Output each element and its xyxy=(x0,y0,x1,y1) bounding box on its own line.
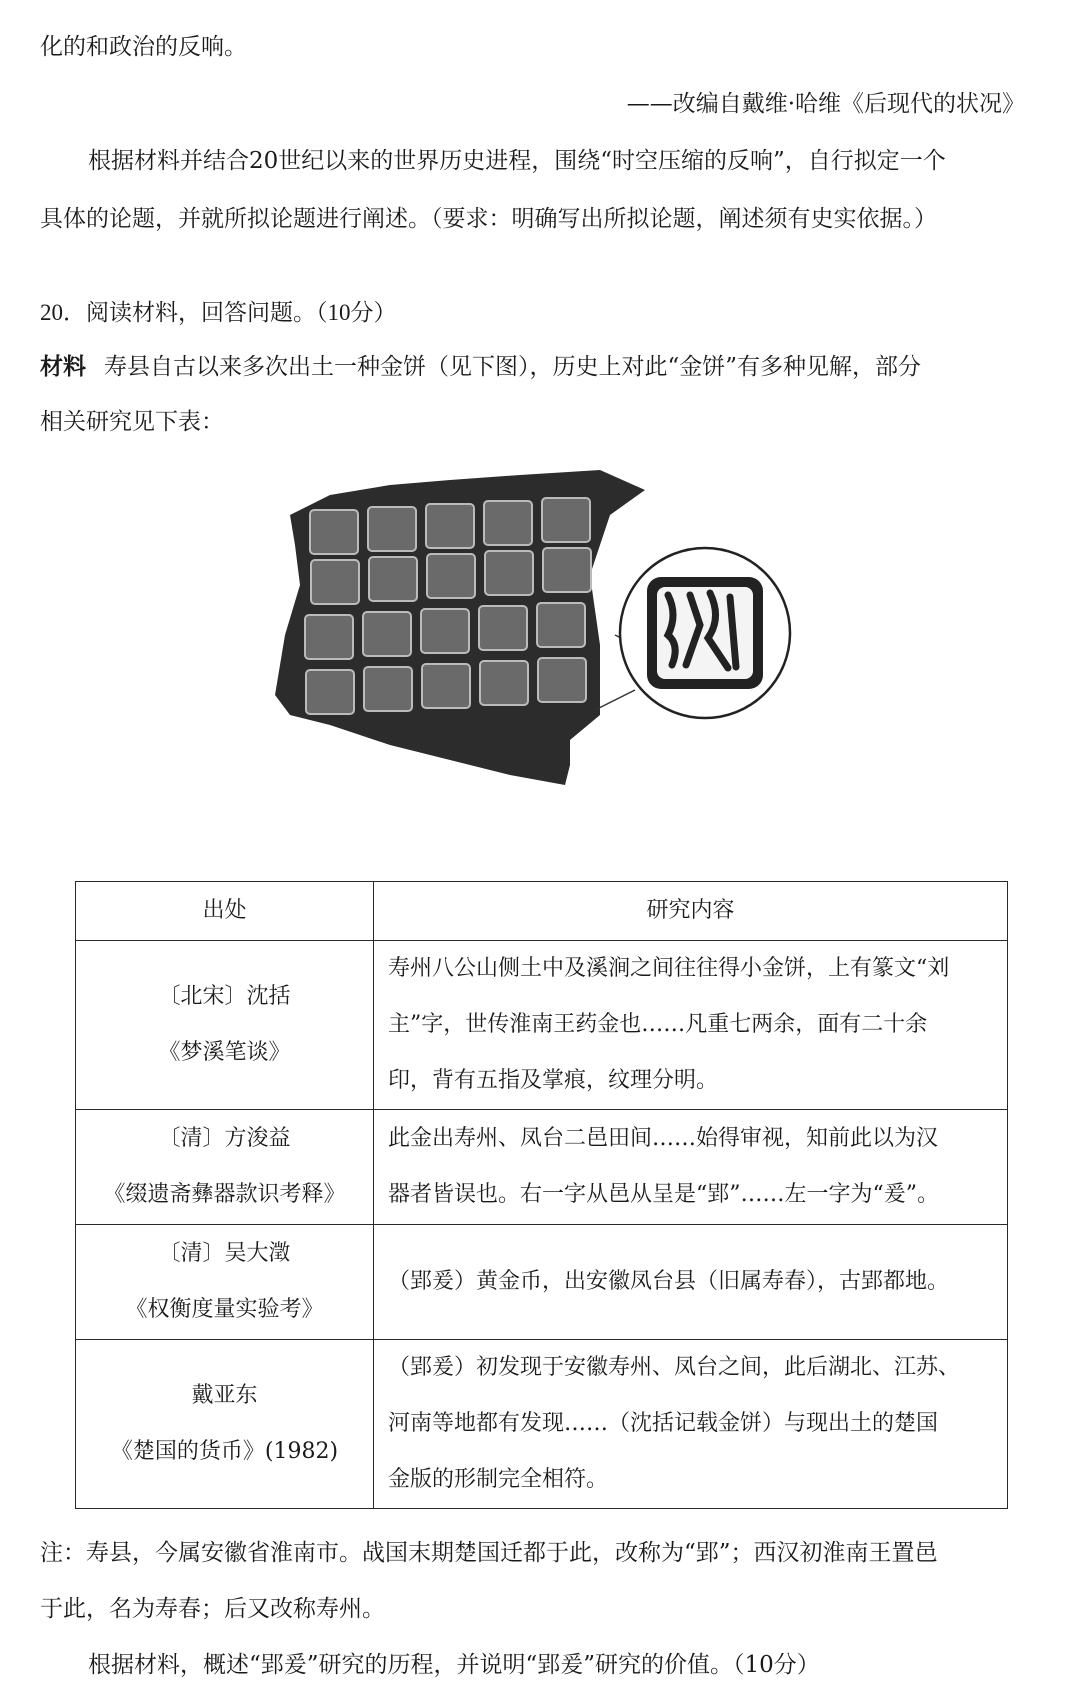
research-table xyxy=(75,881,1008,1509)
material-label: 材料 xyxy=(40,353,86,380)
stamp-impression xyxy=(368,507,416,551)
source-cell: 〔清〕方浚益 《缀遗斋彝器款识考释》 xyxy=(76,1110,374,1225)
stamp-impression xyxy=(305,615,353,659)
stamp-impression xyxy=(479,606,527,650)
stamp-impression xyxy=(480,661,528,705)
note-line: 注：寿县，今属安徽省淮南市。战国末期楚国迁都于此，改称为“郢”；西汉初淮南王置邑 xyxy=(40,1540,938,1566)
stamp-impression xyxy=(363,612,411,656)
source-cell: 〔北宋〕沈括 《梦溪笔谈》 xyxy=(76,941,374,1110)
question-20-heading: 20．阅读材料，回答问题。（10分） xyxy=(40,300,397,325)
material-line: 相关研究见下表： xyxy=(40,409,224,435)
table-header-row xyxy=(76,882,1008,941)
stamp-impression xyxy=(543,548,591,592)
stamp-impression xyxy=(485,551,533,595)
question-prompt-line: 根据材料并结合20世纪以来的世界历史进程，围绕“时空压缩的反响”，自行拟定一个 xyxy=(88,148,946,174)
stamp-impression xyxy=(369,557,417,601)
table-row xyxy=(76,941,1008,1110)
question-prompt-line: 具体的论题，并就所拟论题进行阐述。（要求：明确写出所拟论题，阐述须有史实依据。） xyxy=(40,206,937,232)
stamp-impression xyxy=(311,560,359,604)
text-line: 化的和政治的反响。 xyxy=(40,34,247,60)
stamp-impression xyxy=(542,498,590,542)
attribution: ——改编自戴维·哈维《后现代的状况》 xyxy=(626,91,1025,117)
stamp-impression xyxy=(306,670,354,714)
material-line xyxy=(40,352,1040,382)
content-cell: 此金出寿州、凤台二邑田间……始得审视，知前此以为汉 器者皆误也。右一字从邑从呈是“郢”……左一字为“爰”。 xyxy=(374,1110,1008,1225)
final-question: 根据材料，概述“郢爰”研究的历程，并说明“郢爰”研究的价值。（10分） xyxy=(88,1652,820,1678)
stamp-impression xyxy=(484,501,532,545)
stamp-impression xyxy=(426,504,474,548)
content-cell: （郢爰）黄金币，出安徽凤台县（旧属寿春），古郢都地。 xyxy=(374,1225,1008,1340)
table-row xyxy=(76,1110,1008,1225)
content-cell: （郢爰）初发现于安徽寿州、凤台之间，此后湖北、江苏、 河南等地都有发现……（沈括记载金饼）与现出土的楚国 金版的形制完全相符。 xyxy=(374,1340,1008,1509)
stamp-impression xyxy=(422,664,470,708)
table-row xyxy=(76,1340,1008,1509)
stamp-impression xyxy=(364,667,412,711)
source-cell: 戴亚东 《楚国的货币》(1982) xyxy=(76,1340,374,1509)
stamp-impression xyxy=(427,554,475,598)
stamp-impression xyxy=(537,603,585,647)
table-row xyxy=(76,1225,1008,1340)
stamp-impression xyxy=(538,658,586,702)
stamp-impression xyxy=(310,510,358,554)
column-header: 研究内容 xyxy=(374,882,1008,941)
source-cell: 〔清〕吴大澂 《权衡度量实验考》 xyxy=(76,1225,374,1340)
gold-cake-figure xyxy=(270,455,830,815)
material-text: 寿县自古以来多次出土一种金饼（见下图），历史上对此“金饼”有多种见解，部分 xyxy=(104,354,922,380)
note-line: 于此，名为寿春；后又改称寿州。 xyxy=(40,1596,385,1622)
column-header: 出处 xyxy=(76,882,374,941)
stamp-impression xyxy=(421,609,469,653)
content-cell: 寿州八公山侧土中及溪涧之间往往得小金饼，上有篆文“刘 主”字，世传淮南王药金也……凡重七两余，面有二十余 印，背有五指及掌痕，纹理分明。 xyxy=(374,941,1008,1110)
